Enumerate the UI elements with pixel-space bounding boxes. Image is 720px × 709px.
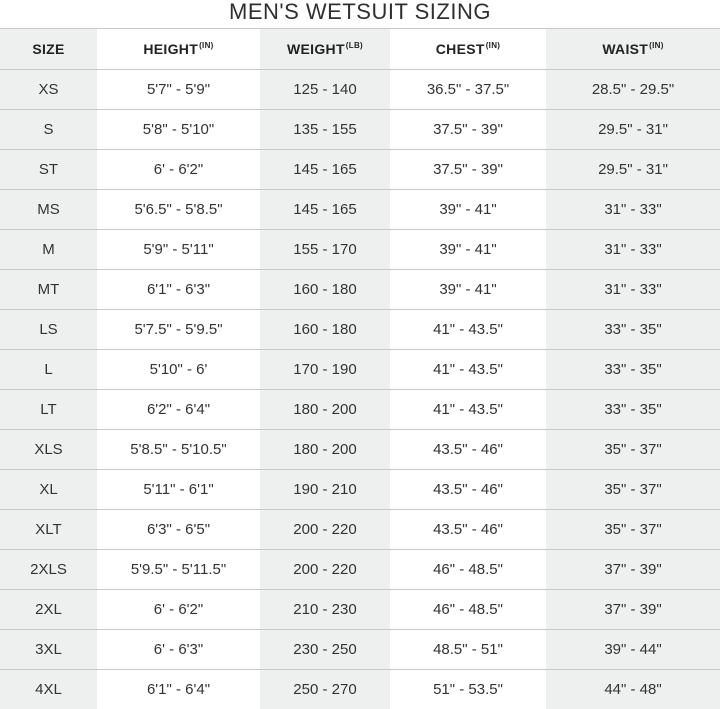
cell-weight: 200 - 220 (260, 510, 390, 550)
cell-size: L (0, 350, 97, 390)
cell-weight: 125 - 140 (260, 70, 390, 110)
sizing-table (0, 28, 720, 709)
cell-waist: 31" - 33" (546, 270, 720, 310)
cell-chest: 51" - 53.5" (433, 681, 503, 698)
cell-chest: 37.5" - 39" (390, 110, 546, 150)
header-unit: (IN) (485, 41, 501, 50)
table-header (0, 29, 720, 70)
header-waist (546, 29, 720, 70)
cell-weight: 180 - 200 (260, 430, 390, 470)
cell-waist: 37" - 39" (546, 590, 720, 630)
cell-waist: 31" - 33" (546, 190, 720, 230)
table-row (0, 470, 720, 510)
cell-weight: 135 - 155 (260, 110, 390, 150)
header-label: SIZE (32, 41, 65, 57)
header-label: HEIGHT (143, 41, 199, 57)
cell-size: 3XL (0, 630, 97, 670)
cell-size: 4XL (0, 670, 97, 709)
cell-weight: 160 - 180 (260, 310, 390, 350)
cell-height: 5'9.5" - 5'11.5" (97, 550, 260, 590)
cell-chest: 43.5" - 46" (390, 510, 546, 550)
cell-waist: 39" - 44" (546, 630, 720, 670)
header-unit: (IN) (199, 41, 214, 50)
cell-size: MS (0, 190, 97, 230)
cell-height: 5'8.5" - 5'10.5" (97, 430, 260, 470)
table-body (0, 70, 720, 709)
table-row (0, 510, 720, 550)
cell-chest: 43.5" - 46" (390, 470, 546, 510)
header-row (0, 29, 720, 70)
cell-weight: 145 - 165 (260, 150, 390, 190)
cell-chest: 46" - 48.5" (390, 550, 546, 590)
cell-waist: 35" - 37" (546, 430, 720, 470)
header-chest (390, 29, 546, 70)
table-row (0, 310, 720, 350)
cell-chest: 41" - 43.5" (390, 310, 546, 350)
cell-height: 5'7" - 5'9" (97, 70, 260, 110)
cell-chest: 46" - 48.5" (390, 590, 546, 630)
cell-chest: 43.5" - 46" (390, 430, 546, 470)
cell-size: M (0, 230, 97, 270)
cell-height: 5'6.5" - 5'8.5" (97, 190, 260, 230)
cell-chest: 41" - 43.5" (390, 390, 546, 430)
header-weight (260, 29, 390, 70)
cell-waist: 29.5" - 31" (546, 150, 720, 190)
cell-size: MT (0, 270, 97, 310)
cell-height: 6'1" - 6'4" (146, 681, 211, 698)
cell-chest: 39" - 41" (390, 270, 546, 310)
cell-waist: 33" - 35" (546, 350, 720, 390)
cell-size: ST (0, 150, 97, 190)
table-row (0, 350, 720, 390)
cell-size: XS (0, 70, 97, 110)
cell-chest: 36.5" - 37.5" (390, 70, 546, 110)
table-row (0, 270, 720, 310)
header-label: WEIGHT (287, 41, 345, 57)
cell-weight: 160 - 180 (260, 270, 390, 310)
cell-chest: 39" - 41" (390, 190, 546, 230)
cell-weight: 180 - 200 (260, 390, 390, 430)
cell-size: XLS (0, 430, 97, 470)
cell-weight: 230 - 250 (260, 630, 390, 670)
table-row (0, 550, 720, 590)
cell-size: 2XLS (0, 550, 97, 590)
cell-height: 6' - 6'2" (97, 150, 260, 190)
cell-waist: 33" - 35" (546, 390, 720, 430)
cell-size: 2XL (0, 590, 97, 630)
cell-height: 5'9" - 5'11" (97, 230, 260, 270)
cell-weight: 155 - 170 (260, 230, 390, 270)
cell-size: LS (0, 310, 97, 350)
header-label: CHEST (435, 41, 485, 57)
cell-weight: 210 - 230 (260, 590, 390, 630)
table-row (0, 70, 720, 110)
cell-chest: 37.5" - 39" (390, 150, 546, 190)
header-height (97, 29, 260, 70)
cell-height: 6' - 6'2" (97, 590, 260, 630)
table-row (0, 150, 720, 190)
cell-height: 5'8" - 5'10" (97, 110, 260, 150)
cell-size: S (0, 110, 97, 150)
cell-chest: 48.5" - 51" (390, 630, 546, 670)
cell-height: 6' - 6'3" (97, 630, 260, 670)
cell-waist: 29.5" - 31" (546, 110, 720, 150)
cell-weight: 200 - 220 (260, 550, 390, 590)
cell-waist: 35" - 37" (546, 470, 720, 510)
table-row (0, 590, 720, 630)
cell-waist: 33" - 35" (546, 310, 720, 350)
cell-chest: 39" - 41" (390, 230, 546, 270)
cell-height: 6'3" - 6'5" (97, 510, 260, 550)
header-unit: (LB) (345, 41, 363, 50)
cell-weight: 145 - 165 (260, 190, 390, 230)
cell-height: 5'11" - 6'1" (97, 470, 260, 510)
cell-height: 5'10" - 6' (97, 350, 260, 390)
cell-chest: 41" - 43.5" (390, 350, 546, 390)
page-title: MEN'S WETSUIT SIZING (229, 0, 491, 24)
header-size (0, 29, 97, 70)
cell-height: 5'7.5" - 5'9.5" (97, 310, 260, 350)
table-row (0, 390, 720, 430)
cell-waist: 44" - 48" (546, 670, 720, 709)
cell-size: XLT (0, 510, 97, 550)
table-row (0, 630, 720, 670)
cell-weight: 190 - 210 (260, 470, 390, 510)
cell-weight: 250 - 270 (260, 670, 390, 709)
cell-waist: 31" - 33" (546, 230, 720, 270)
table-row (0, 110, 720, 150)
table-row (0, 430, 720, 470)
cell-size: XL (0, 470, 97, 510)
cell-waist: 37" - 39" (546, 550, 720, 590)
cell-height: 6'1" - 6'3" (97, 270, 260, 310)
cell-waist: 28.5" - 29.5" (546, 70, 720, 110)
table-row (0, 190, 720, 230)
cell-size: LT (0, 390, 97, 430)
header-unit: (IN) (649, 41, 664, 50)
header-label: WAIST (602, 41, 649, 57)
cell-waist: 35" - 37" (546, 510, 720, 550)
cell-height: 6'2" - 6'4" (97, 390, 260, 430)
cell-weight: 170 - 190 (260, 350, 390, 390)
table-row (0, 230, 720, 270)
table-row (0, 670, 720, 709)
